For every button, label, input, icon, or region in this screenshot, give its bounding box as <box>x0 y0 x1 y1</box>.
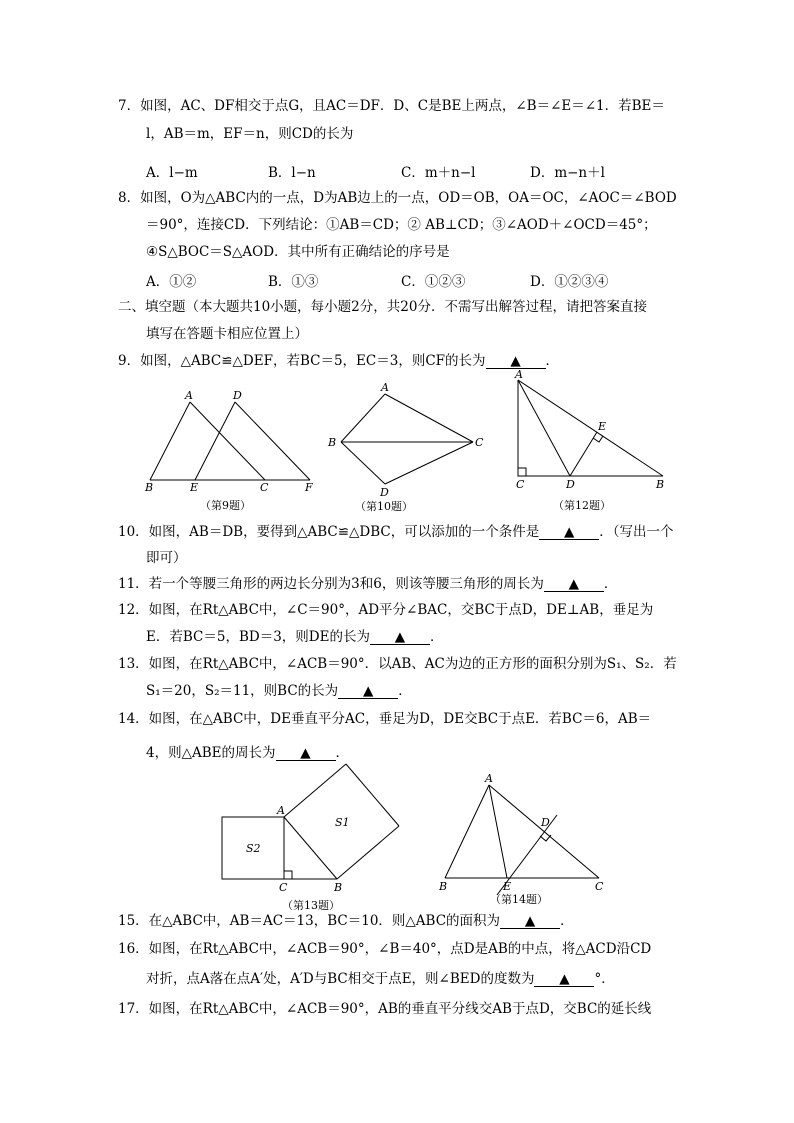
q14-line1: 14．如图，在△ABC中，DE垂直平分AC，垂足为D，DE交BC于点E．若BC＝6，AB＝ <box>118 711 652 727</box>
q13-line2: S₁＝20，S₂＝11，则BC的长为 ▲ ． <box>146 683 412 699</box>
figure-q9 <box>140 385 320 515</box>
q7-option-c: C．m＋n−l <box>401 165 476 181</box>
figure-q14 <box>435 770 615 910</box>
label-b: B <box>328 436 337 449</box>
figure-q9-diagram <box>140 385 320 515</box>
label-b: B <box>334 881 343 894</box>
figure-caption: （第14题） <box>490 893 548 906</box>
q7-line1: 7．如图，AC、DF相交于点G，且AC＝DF．D、C是BE上两点，∠B＝∠E＝∠1．若BE＝ <box>118 98 665 114</box>
q8-option-b: B．①③ <box>268 274 319 290</box>
q7-option-b: B．l−n <box>268 165 316 181</box>
answer-blank[interactable]: ▲ <box>544 577 604 592</box>
answer-blank[interactable]: ▲ <box>276 746 336 761</box>
section2-heading-line1: 二、填空题（本大题共10小题，每小题2分，共20分．不需写出解答过程，请把答案直接 <box>118 299 647 315</box>
q13-line1: 13．如图，在Rt△ABC中，∠ACB＝90°．以AB、AC为边的正方形的面积分别为S₁、S₂．若 <box>118 656 677 672</box>
label-a: A <box>485 772 493 785</box>
label-a: A <box>277 804 285 817</box>
label-e: E <box>503 880 512 893</box>
figure-caption: （第13题） <box>282 899 340 912</box>
q8-line2: ＝90°，连接CD．下列结论：①AB＝CD；② AB⊥CD；③∠AOD＋∠OCD＝45°； <box>146 217 657 233</box>
label-d: D <box>380 486 389 499</box>
answer-blank[interactable]: ▲ <box>338 684 398 699</box>
q8-line1: 8．如图，O为△ABC内的一点，D为AB边上的一点，OD＝OB，OA＝OC，∠AOC＝∠BOD <box>118 190 677 206</box>
answer-blank[interactable]: ▲ <box>500 914 560 929</box>
label-a: A <box>515 368 523 381</box>
figure-caption: （第10题） <box>355 500 413 513</box>
figure-q10-diagram <box>325 382 495 517</box>
q8-option-a: A．①② <box>146 274 197 290</box>
q11-text: 11．若一个等腰三角形的两边长分别为3和6，则该等腰三角形的周长为 ▲ ． <box>118 576 618 592</box>
figure-q14-diagram <box>435 770 615 910</box>
section2-heading-line2: 填写在答题卡相应位置上） <box>146 326 308 342</box>
label-d: D <box>566 478 575 491</box>
answer-blank[interactable]: ▲ <box>486 354 546 369</box>
label-c: C <box>260 481 269 494</box>
label-c: C <box>279 881 288 894</box>
figure-caption: （第9题） <box>200 499 251 512</box>
q14-line2: 4，则△ABE的周长为 ▲ ． <box>146 745 349 761</box>
q7-option-a: A．l−m <box>146 165 198 181</box>
label-e: E <box>190 481 199 494</box>
figure-q10 <box>325 382 495 517</box>
q10-line2: 即可） <box>146 550 187 566</box>
label-e: E <box>598 420 607 433</box>
label-c: C <box>516 478 525 491</box>
figure-caption: （第12题） <box>553 499 611 512</box>
answer-blank[interactable]: ▲ <box>534 972 594 987</box>
label-s1: S1 <box>335 816 350 829</box>
figure-q12-diagram <box>510 368 670 518</box>
q8-option-d: D．①②③④ <box>530 274 609 290</box>
q16-line2: 对折，点A落在点A′处，A′D与BC相交于点E，则∠BED的度数为 ▲ °． <box>146 971 615 987</box>
figure-q13-diagram <box>215 755 415 915</box>
q8-option-c: C．①②③ <box>401 274 466 290</box>
answer-blank[interactable]: ▲ <box>539 525 599 540</box>
label-f: F <box>305 481 313 494</box>
q9-text: 9．如图，△ABC≌△DEF，若BC＝5，EC＝3，则CF的长为 ▲ ． <box>118 353 560 369</box>
q7-line2: l，AB＝m，EF＝n，则CD的长为 <box>146 126 354 142</box>
label-c: C <box>475 436 484 449</box>
q15-text: 15．在△ABC中，AB＝AC＝13，BC＝10．则△ABC的面积为 ▲ ． <box>118 913 574 929</box>
q12-line1: 12．如图，在Rt△ABC中，∠C＝90°，AD平分∠BAC，交BC于点D，DE⊥AB，垂足为 <box>118 602 654 618</box>
label-b: B <box>656 478 665 491</box>
q10-text: 10．如图，AB＝DB，要得到△ABC≌△DBC，可以添加的一个条件是 ▲ ．（写出一个 <box>118 524 674 540</box>
label-b: B <box>439 880 448 893</box>
label-c: C <box>595 880 604 893</box>
label-s2: S2 <box>246 842 261 855</box>
q8-line3: ④S△BOC＝S△AOD．其中所有正确结论的序号是 <box>146 244 450 260</box>
figure-q13 <box>215 755 415 915</box>
q7-option-d: D．m−n＋l <box>530 165 605 181</box>
label-a: A <box>185 389 193 402</box>
label-a: A <box>381 381 389 394</box>
q17-line1: 17．如图，在Rt△ABC中，∠ACB＝90°，AB的垂直平分线交AB于点D，交BC的延长线 <box>118 1001 652 1017</box>
q16-line1: 16．如图，在Rt△ABC中，∠ACB＝90°，∠B＝40°，点D是AB的中点，将△ACD沿CD <box>118 941 652 957</box>
label-b: B <box>145 481 154 494</box>
answer-blank[interactable]: ▲ <box>370 630 430 645</box>
q12-line2: E．若BC＝5，BD＝3，则DE的长为 ▲ ． <box>146 629 444 645</box>
figure-q12 <box>510 368 670 518</box>
label-d: D <box>541 816 550 829</box>
label-d: D <box>233 389 242 402</box>
